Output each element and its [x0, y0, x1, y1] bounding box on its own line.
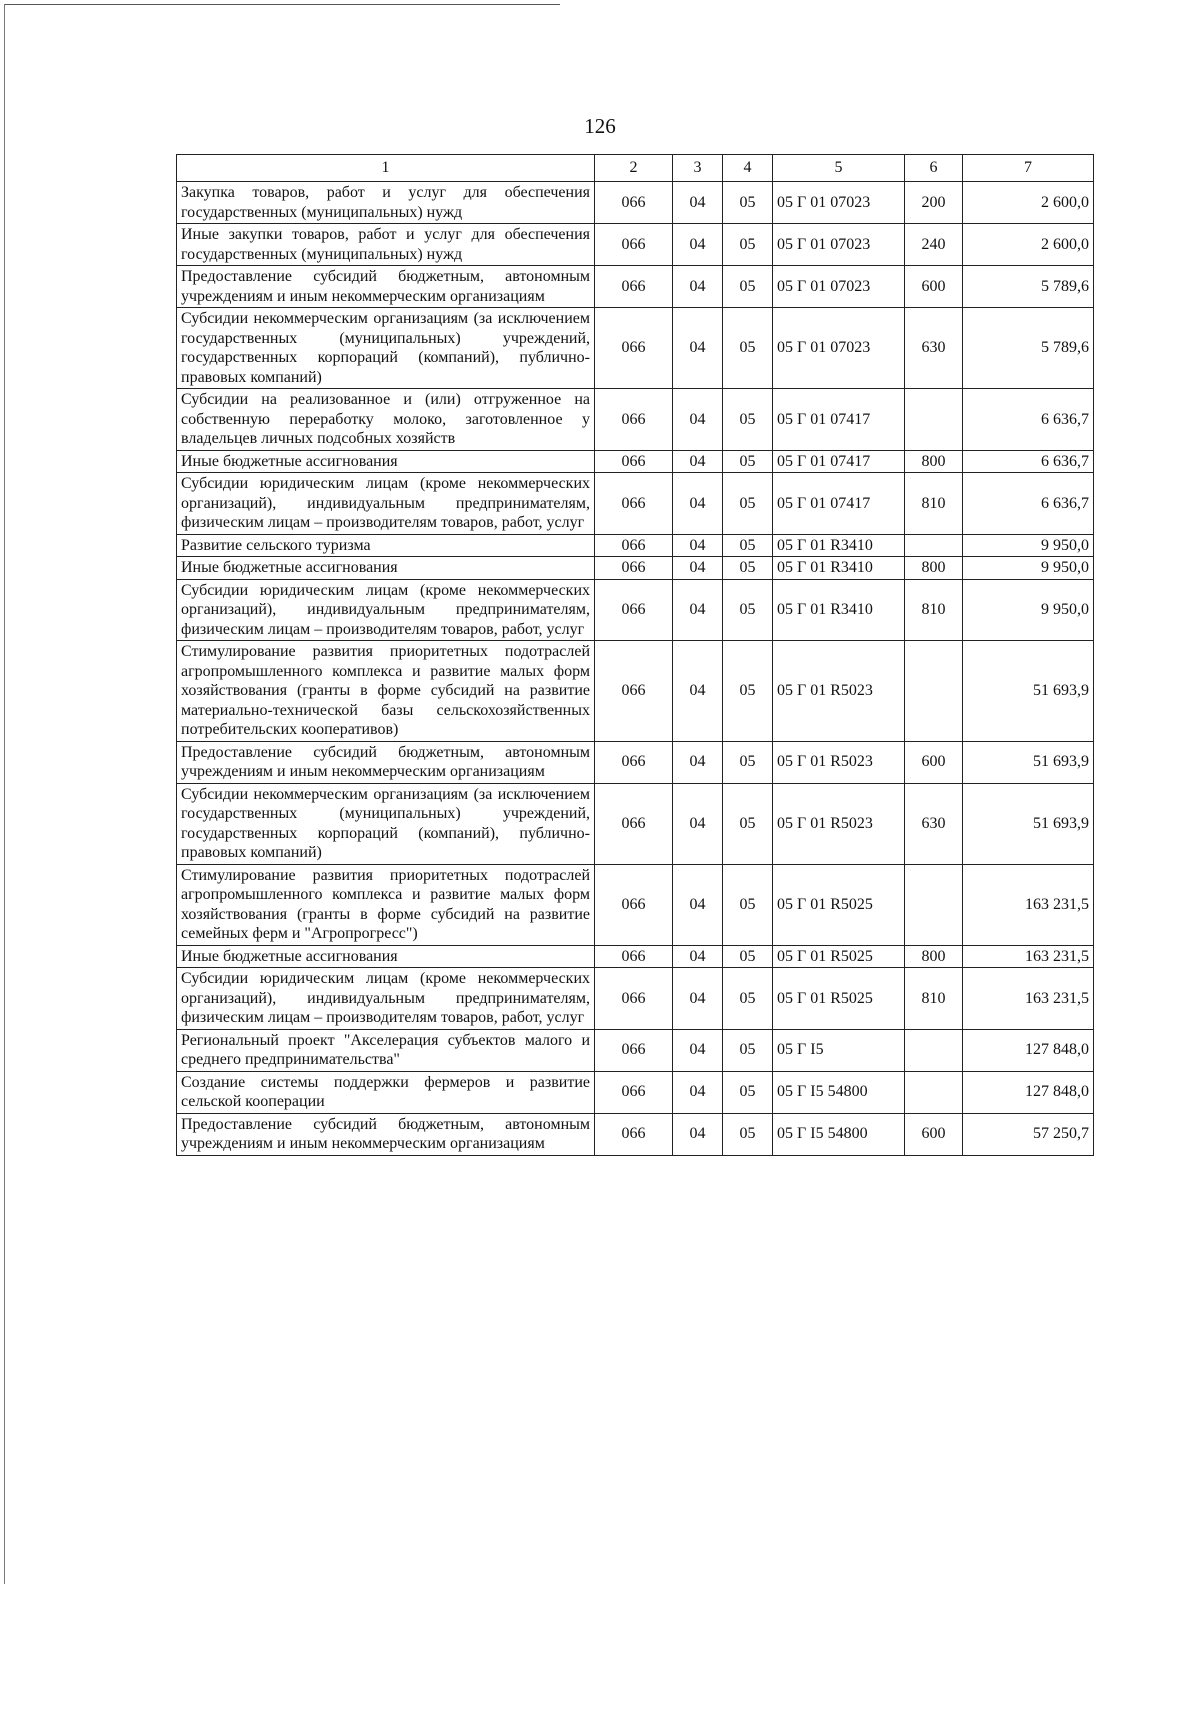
col-target-article: 05 Г 01 R5025: [773, 968, 905, 1030]
row-name: Иные бюджетные ассигнования: [177, 557, 595, 580]
col-subsection: 05: [723, 534, 773, 557]
col-expense-type: [905, 389, 963, 451]
col-section: 04: [673, 182, 723, 224]
col-expense-type: 600: [905, 741, 963, 783]
col-amount: 127 848,0: [963, 1029, 1094, 1071]
table-row: [177, 864, 1094, 945]
page-number: 126: [584, 114, 616, 138]
row-name: Стимулирование развития приоритетных подотраслей агропромышленного комплекса и развитие малых форм хозяйствования (гранты в форме субсидий на развитие семейных ферм и "Агропрогресс"): [177, 864, 595, 945]
col-ministry-code: 066: [595, 741, 673, 783]
col-subsection: 05: [723, 579, 773, 641]
col-target-article: 05 Г 01 07023: [773, 308, 905, 389]
col-section: 04: [673, 450, 723, 473]
row-name: Иные бюджетные ассигнования: [177, 450, 595, 473]
col-target-article: 05 Г 01 R3410: [773, 557, 905, 580]
col-expense-type: 600: [905, 1113, 963, 1155]
col-ministry-code: 066: [595, 182, 673, 224]
table-body: [177, 182, 1094, 1156]
col-target-article: 05 Г 01 R3410: [773, 579, 905, 641]
row-name: Стимулирование развития приоритетных подотраслей агропромышленного комплекса и развитие малых форм хозяйствования (гранты в форме субсидий на развитие материально-технической базы сельскохозяйственных потребительских кооперативов): [177, 641, 595, 742]
row-name: Предоставление субсидий бюджетным, автономным учреждениям и иным некоммерческим организациям: [177, 1113, 595, 1155]
col-amount: 6 636,7: [963, 389, 1094, 451]
table-row: [177, 224, 1094, 266]
col-subsection: 05: [723, 266, 773, 308]
col-amount: 163 231,5: [963, 945, 1094, 968]
col-target-article: 05 Г 01 R5025: [773, 864, 905, 945]
col-target-article: 05 Г 01 07417: [773, 450, 905, 473]
scan-left-edge: [4, 4, 5, 1584]
col-section: 04: [673, 266, 723, 308]
col-amount: 127 848,0: [963, 1071, 1094, 1113]
table-row: [177, 182, 1094, 224]
col-section: 04: [673, 224, 723, 266]
col-ministry-code: 066: [595, 308, 673, 389]
row-name: Субсидии на реализованное и (или) отгруженное на собственную переработку молоко, заготовленное у владельцев личных подсобных хозяйств: [177, 389, 595, 451]
col-subsection: 05: [723, 450, 773, 473]
table-row: [177, 534, 1094, 557]
table-row: [177, 473, 1094, 535]
scan-top-edge: [4, 4, 560, 5]
col-ministry-code: 066: [595, 579, 673, 641]
col-expense-type: 800: [905, 450, 963, 473]
col-amount: 5 789,6: [963, 308, 1094, 389]
header-cell: 6: [905, 155, 963, 182]
header-cell: 3: [673, 155, 723, 182]
col-target-article: 05 Г 01 07417: [773, 473, 905, 535]
col-section: 04: [673, 557, 723, 580]
col-subsection: 05: [723, 783, 773, 864]
row-name: Региональный проект "Акселерация субъектов малого и среднего предпринимательства": [177, 1029, 595, 1071]
col-ministry-code: 066: [595, 1113, 673, 1155]
col-expense-type: [905, 641, 963, 742]
col-amount: 51 693,9: [963, 783, 1094, 864]
col-amount: 163 231,5: [963, 864, 1094, 945]
col-ministry-code: 066: [595, 557, 673, 580]
header-cell: 7: [963, 155, 1094, 182]
table-row: [177, 266, 1094, 308]
col-amount: 9 950,0: [963, 557, 1094, 580]
col-amount: 163 231,5: [963, 968, 1094, 1030]
col-section: 04: [673, 1113, 723, 1155]
header-cell: 5: [773, 155, 905, 182]
col-ministry-code: 066: [595, 864, 673, 945]
col-subsection: 05: [723, 1029, 773, 1071]
table-header-row: [177, 155, 1094, 182]
row-name: Предоставление субсидий бюджетным, автономным учреждениям и иным некоммерческим организациям: [177, 741, 595, 783]
col-amount: 9 950,0: [963, 579, 1094, 641]
col-expense-type: 600: [905, 266, 963, 308]
col-ministry-code: 066: [595, 1029, 673, 1071]
col-subsection: 05: [723, 741, 773, 783]
col-amount: 9 950,0: [963, 534, 1094, 557]
col-subsection: 05: [723, 945, 773, 968]
col-expense-type: 810: [905, 968, 963, 1030]
col-ministry-code: 066: [595, 783, 673, 864]
row-name: Иные закупки товаров, работ и услуг для обеспечения государственных (муниципальных) нужд: [177, 224, 595, 266]
col-subsection: 05: [723, 389, 773, 451]
col-subsection: 05: [723, 864, 773, 945]
budget-table: [176, 154, 1094, 1156]
col-target-article: 05 Г I5 54800: [773, 1071, 905, 1113]
col-target-article: 05 Г 01 R5023: [773, 783, 905, 864]
col-ministry-code: 066: [595, 641, 673, 742]
col-amount: 51 693,9: [963, 641, 1094, 742]
col-target-article: 05 Г 01 R5023: [773, 741, 905, 783]
table-row: [177, 1071, 1094, 1113]
col-amount: 5 789,6: [963, 266, 1094, 308]
table-row: [177, 308, 1094, 389]
col-expense-type: 800: [905, 557, 963, 580]
col-expense-type: 240: [905, 224, 963, 266]
col-subsection: 05: [723, 1113, 773, 1155]
row-name: Развитие сельского туризма: [177, 534, 595, 557]
table-row: [177, 741, 1094, 783]
col-target-article: 05 Г 01 R5023: [773, 641, 905, 742]
row-name: Субсидии юридическим лицам (кроме некоммерческих организаций), индивидуальным предпринимателям, физическим лицам – производителям товаров, работ, услуг: [177, 968, 595, 1030]
col-expense-type: [905, 534, 963, 557]
row-name: Иные бюджетные ассигнования: [177, 945, 595, 968]
table-row: [177, 1029, 1094, 1071]
row-name: Субсидии некоммерческим организациям (за исключением государственных (муниципальных) учреждений, государственных корпораций (компаний), публично-правовых компаний): [177, 783, 595, 864]
col-expense-type: 630: [905, 783, 963, 864]
col-target-article: 05 Г 01 R5025: [773, 945, 905, 968]
col-expense-type: 800: [905, 945, 963, 968]
header-cell: 4: [723, 155, 773, 182]
col-expense-type: 810: [905, 579, 963, 641]
col-ministry-code: 066: [595, 266, 673, 308]
col-amount: 6 636,7: [963, 473, 1094, 535]
col-expense-type: 810: [905, 473, 963, 535]
col-expense-type: [905, 1071, 963, 1113]
col-section: 04: [673, 579, 723, 641]
table-row: [177, 968, 1094, 1030]
col-section: 04: [673, 389, 723, 451]
col-section: 04: [673, 308, 723, 389]
col-amount: 6 636,7: [963, 450, 1094, 473]
row-name: Предоставление субсидий бюджетным, автономным учреждениям и иным некоммерческим организациям: [177, 266, 595, 308]
col-subsection: 05: [723, 968, 773, 1030]
header-cell: 2: [595, 155, 673, 182]
col-amount: 51 693,9: [963, 741, 1094, 783]
col-subsection: 05: [723, 224, 773, 266]
table-row: [177, 557, 1094, 580]
col-subsection: 05: [723, 182, 773, 224]
table-row: [177, 389, 1094, 451]
col-section: 04: [673, 741, 723, 783]
col-section: 04: [673, 641, 723, 742]
col-section: 04: [673, 1071, 723, 1113]
row-name: Субсидии юридическим лицам (кроме некоммерческих организаций), индивидуальным предпринимателям, физическим лицам – производителям товаров, работ, услуг: [177, 579, 595, 641]
row-name: Создание системы поддержки фермеров и развитие сельской кооперации: [177, 1071, 595, 1113]
table-row: [177, 783, 1094, 864]
col-ministry-code: 066: [595, 1071, 673, 1113]
row-name: Субсидии юридическим лицам (кроме некоммерческих организаций), индивидуальным предпринимателям, физическим лицам – производителям товаров, работ, услуг: [177, 473, 595, 535]
col-subsection: 05: [723, 641, 773, 742]
table-row: [177, 1113, 1094, 1155]
col-section: 04: [673, 968, 723, 1030]
row-name: Субсидии некоммерческим организациям (за исключением государственных (муниципальных) учреждений, государственных корпораций (компаний), публично-правовых компаний): [177, 308, 595, 389]
col-subsection: 05: [723, 557, 773, 580]
col-section: 04: [673, 864, 723, 945]
row-name: Закупка товаров, работ и услуг для обеспечения государственных (муниципальных) нужд: [177, 182, 595, 224]
col-section: 04: [673, 945, 723, 968]
col-ministry-code: 066: [595, 450, 673, 473]
col-ministry-code: 066: [595, 945, 673, 968]
col-expense-type: 200: [905, 182, 963, 224]
table-row: [177, 579, 1094, 641]
col-ministry-code: 066: [595, 534, 673, 557]
col-subsection: 05: [723, 308, 773, 389]
col-target-article: 05 Г 01 07023: [773, 224, 905, 266]
col-target-article: 05 Г 01 07417: [773, 389, 905, 451]
col-ministry-code: 066: [595, 968, 673, 1030]
col-target-article: 05 Г 01 R3410: [773, 534, 905, 557]
table-row: [177, 450, 1094, 473]
col-subsection: 05: [723, 1071, 773, 1113]
col-target-article: 05 Г I5: [773, 1029, 905, 1071]
col-section: 04: [673, 473, 723, 535]
col-ministry-code: 066: [595, 224, 673, 266]
table-row: [177, 945, 1094, 968]
col-section: 04: [673, 1029, 723, 1071]
col-expense-type: [905, 1029, 963, 1071]
table-row: [177, 641, 1094, 742]
col-amount: 2 600,0: [963, 182, 1094, 224]
col-section: 04: [673, 534, 723, 557]
col-section: 04: [673, 783, 723, 864]
col-ministry-code: 066: [595, 389, 673, 451]
col-target-article: 05 Г 01 07023: [773, 182, 905, 224]
header-cell: 1: [177, 155, 595, 182]
col-amount: 57 250,7: [963, 1113, 1094, 1155]
col-expense-type: [905, 864, 963, 945]
col-target-article: 05 Г I5 54800: [773, 1113, 905, 1155]
col-amount: 2 600,0: [963, 224, 1094, 266]
col-subsection: 05: [723, 473, 773, 535]
col-target-article: 05 Г 01 07023: [773, 266, 905, 308]
col-ministry-code: 066: [595, 473, 673, 535]
col-expense-type: 630: [905, 308, 963, 389]
